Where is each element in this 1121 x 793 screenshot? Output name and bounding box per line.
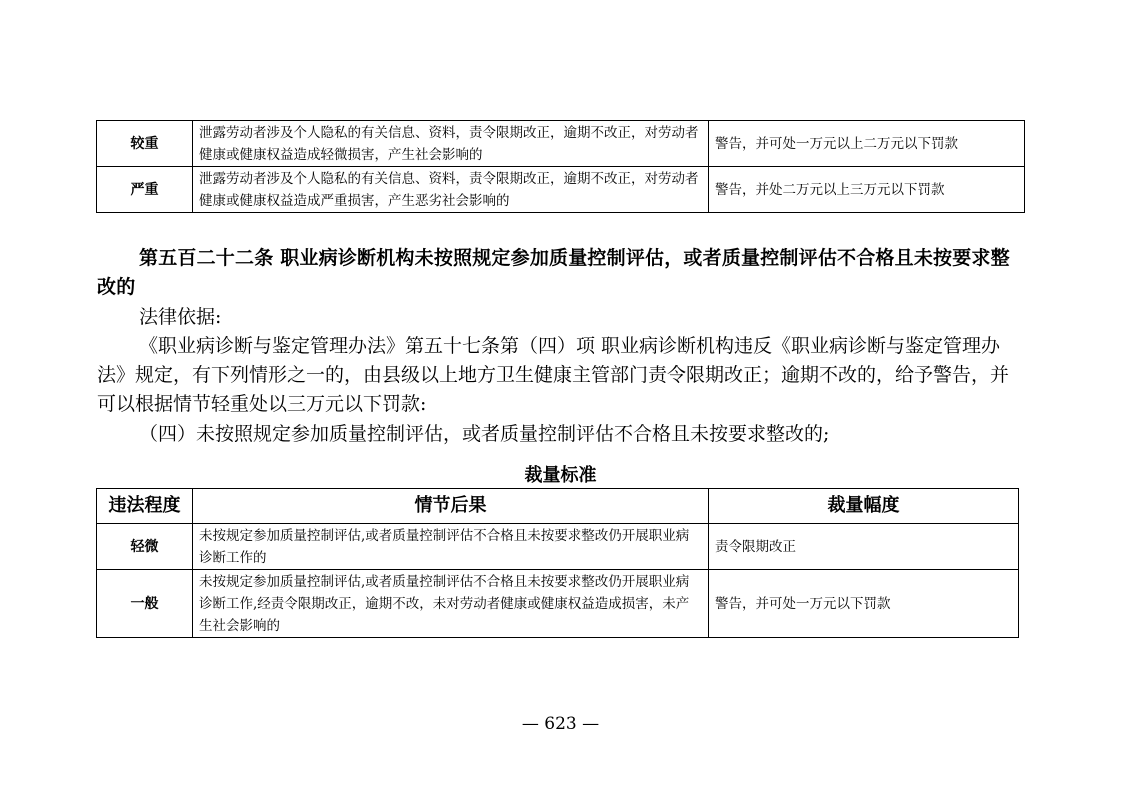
header-penalty-range: 裁量幅度	[709, 489, 1019, 524]
circumstance-cell: 泄露劳动者涉及个人隐私的有关信息、资料，责令限期改正，逾期不改正，对劳动者健康或健康权益造成严重损害，产生恶劣社会影响的	[193, 167, 709, 213]
table-row	[97, 524, 1019, 570]
penalty-cell: 警告，并可处一万元以下罚款	[709, 570, 1019, 638]
discretion-standard-table	[96, 488, 1019, 638]
clause-item-text: （四）未按照规定参加质量控制评估，或者质量控制评估不合格且未按要求整改的;	[139, 423, 830, 445]
header-circumstance: 情节后果	[193, 489, 709, 524]
article-heading: 第五百二十二条 职业病诊断机构未按照规定参加质量控制评估，或者质量控制评估不合格且未按要求整改的	[97, 247, 1010, 298]
circumstance-cell: 未按规定参加质量控制评估,或者质量控制评估不合格且未按要求整改仍开展职业病诊断工作的	[193, 524, 709, 570]
legal-basis-text: 《职业病诊断与鉴定管理办法》第五十七条第（四）项 职业病诊断机构违反《职业病诊断与鉴定管理办法》规定，有下列情形之一的，由县级以上地方卫生健康主管部门责令限期改正；逾期不改的，给予警告，并可以根据情节轻重处以三万元以下罚款:	[97, 335, 1010, 415]
table-header-row	[97, 489, 1019, 524]
penalty-cell: 警告，并可处一万元以上二万元以下罚款	[709, 121, 1025, 167]
continued-discretion-table	[96, 120, 1025, 213]
table-row	[97, 121, 1025, 167]
table-row	[97, 167, 1025, 213]
page-number: — 623 —	[521, 714, 600, 734]
penalty-cell: 警告，并处二万元以上三万元以下罚款	[709, 167, 1025, 213]
discretion-standard-title: 裁量标准	[524, 465, 597, 486]
table-row	[97, 570, 1019, 638]
violation-level-cell: 较重	[97, 121, 193, 167]
header-violation-level: 违法程度	[97, 489, 193, 524]
violation-level-cell: 轻微	[97, 524, 193, 570]
violation-level-cell: 一般	[97, 570, 193, 638]
circumstance-cell: 泄露劳动者涉及个人隐私的有关信息、资料，责令限期改正，逾期不改正，对劳动者健康或健康权益造成轻微损害，产生社会影响的	[193, 121, 709, 167]
penalty-cell: 责令限期改正	[709, 524, 1019, 570]
violation-level-cell: 严重	[97, 167, 193, 213]
legal-basis-label: 法律依据:	[139, 306, 222, 328]
circumstance-cell: 未按规定参加质量控制评估,或者质量控制评估不合格且未按要求整改仍开展职业病诊断工作,经责令限期改正，逾期不改，未对劳动者健康或健康权益造成损害，未产生社会影响的	[193, 570, 709, 638]
